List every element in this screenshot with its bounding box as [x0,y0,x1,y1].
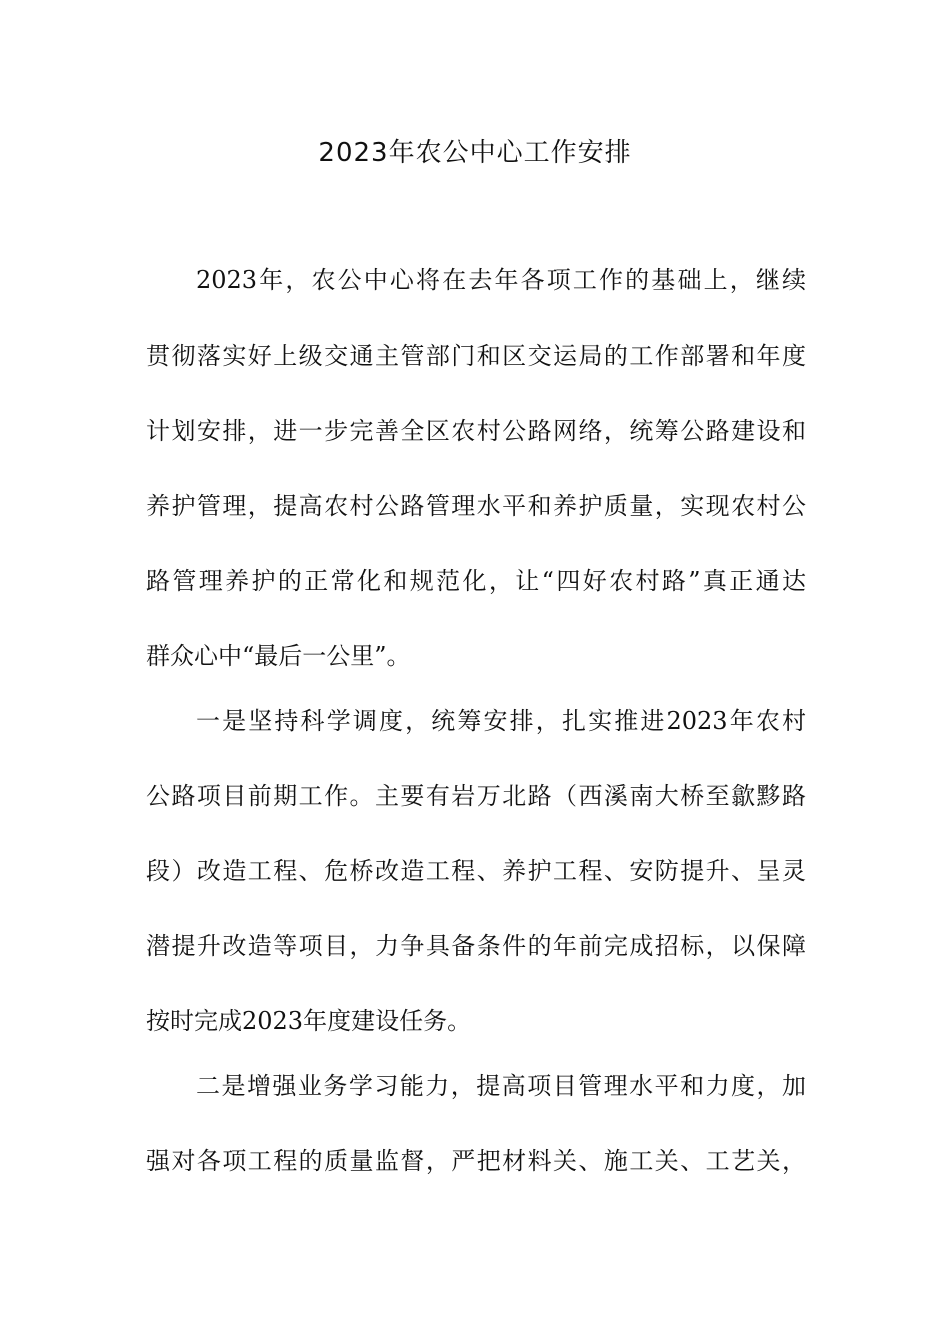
paragraph-1-line-6: 群众心中“最后一公里”。 [146,642,411,670]
paragraph-1-line-5: 路管理养护的正常化和规范化，让“四好农村路”真正通达 [146,567,806,595]
paragraph-2-line-3: 段）改造工程、危桥改造工程、养护工程、安防提升、呈灵 [146,857,806,885]
paragraph-2-line-4: 潜提升改造等项目，力争具备条件的年前完成招标，以保障 [146,932,806,960]
paragraph-1-line-3: 计划安排，进一步完善全区农村公路网络，统筹公路建设和 [146,417,806,445]
paragraph-1-line-4: 养护管理，提高农村公路管理水平和养护质量，实现农村公 [146,492,806,520]
paragraph-3-line-2: 强对各项工程的质量监督，严把材料关、施工关、工艺关， [146,1147,806,1175]
document-title: 2023年农公中心工作安排 [318,138,632,168]
paragraph-1-line-1: 2023年，农公中心将在去年各项工作的基础上，继续 [196,266,806,294]
paragraph-2-line-2: 公路项目前期工作。主要有岩万北路（西溪南大桥至歙黟路 [146,782,806,810]
paragraph-1-line-2: 贯彻落实好上级交通主管部门和区交运局的工作部署和年度 [146,342,806,370]
paragraph-3-line-1: 二是增强业务学习能力，提高项目管理水平和力度，加 [196,1072,806,1100]
paragraph-2-line-5: 按时完成2023年度建设任务。 [146,1007,472,1035]
paragraph-2-line-1: 一是坚持科学调度，统筹安排，扎实推进2023年农村 [196,707,806,735]
